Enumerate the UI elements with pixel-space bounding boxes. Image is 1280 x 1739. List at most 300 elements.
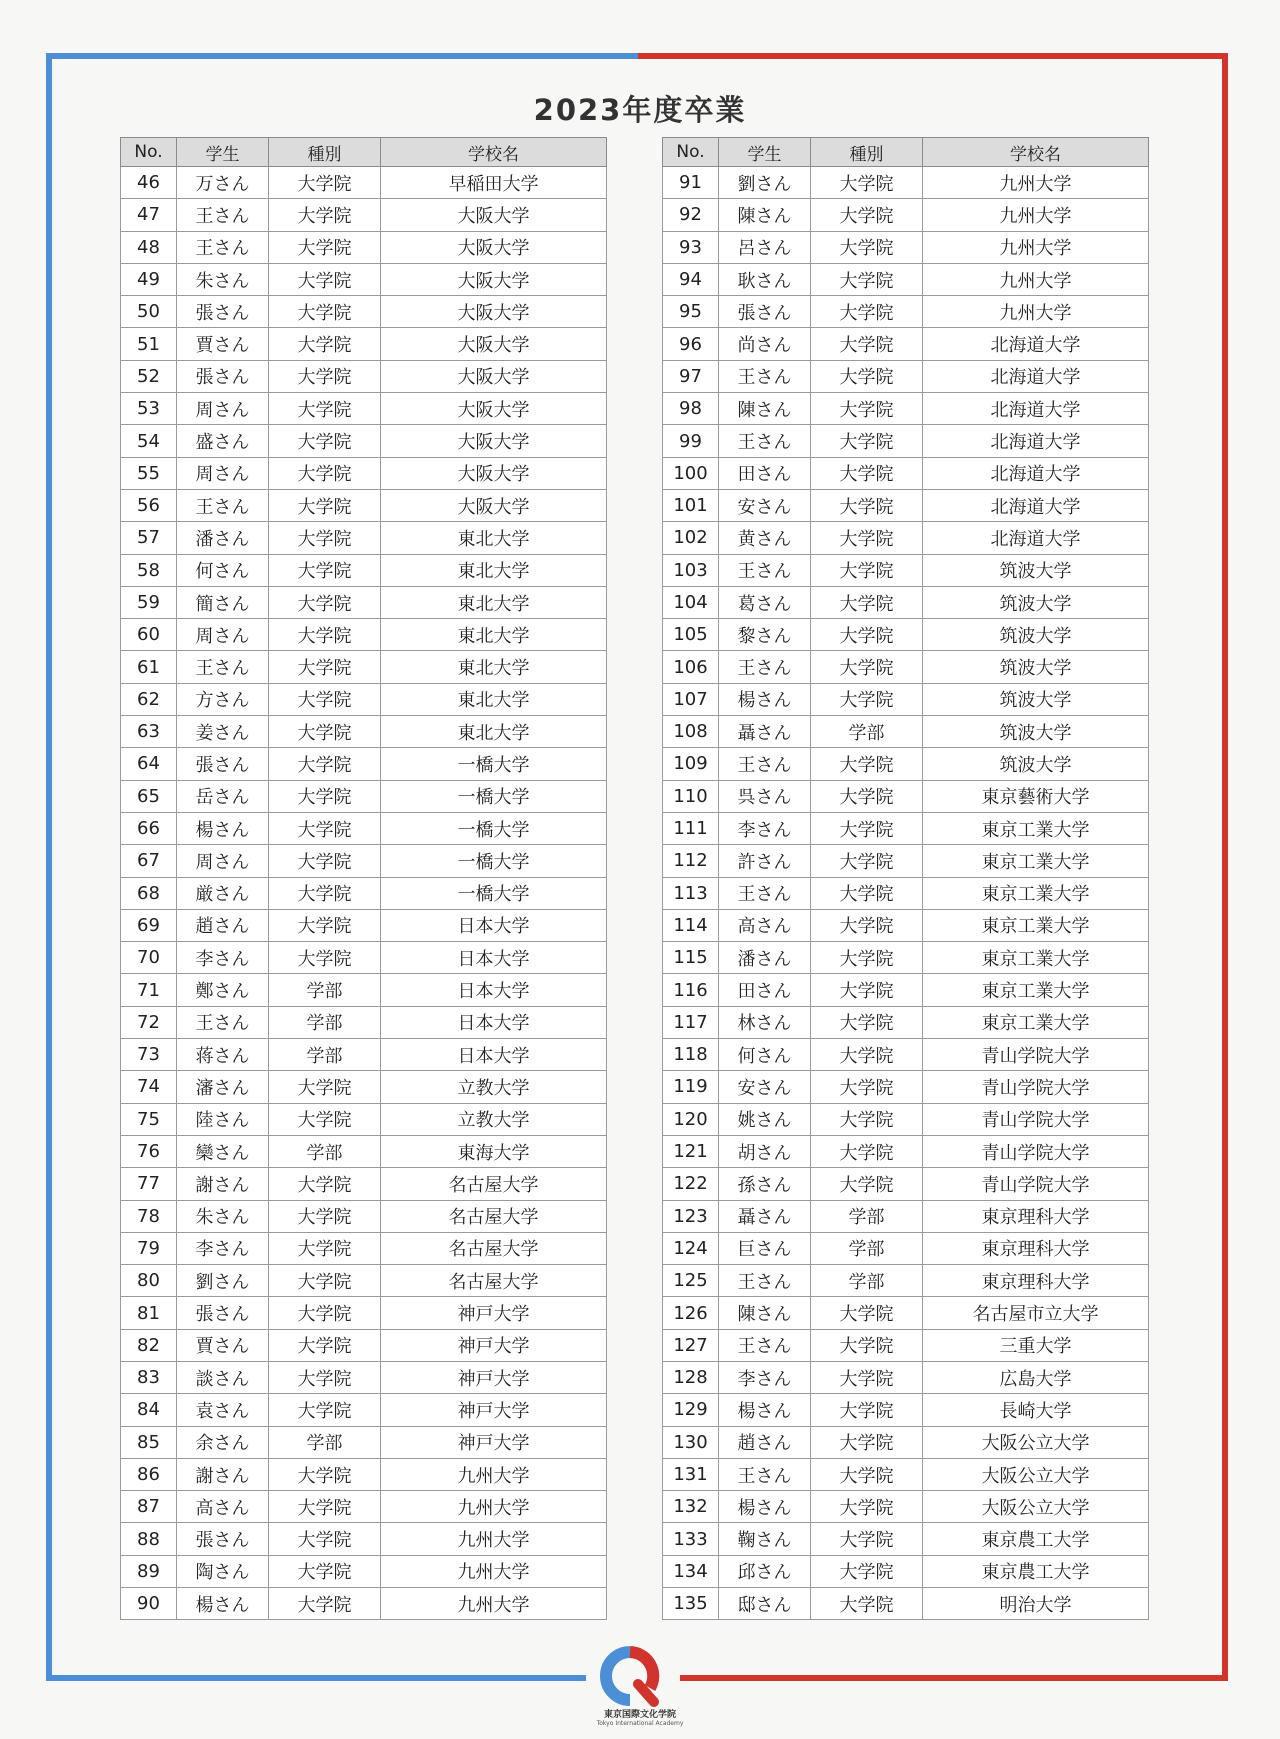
cell-student: 袁さん bbox=[177, 1394, 269, 1426]
table-row bbox=[121, 489, 607, 521]
cell-no: 126 bbox=[663, 1297, 719, 1329]
cell-type: 大学院 bbox=[811, 683, 923, 715]
cell-type: 大学院 bbox=[811, 1588, 923, 1620]
cell-school: 大阪大学 bbox=[381, 393, 607, 425]
cell-type: 大学院 bbox=[811, 199, 923, 231]
header-student: 学生 bbox=[177, 138, 269, 167]
cell-no: 100 bbox=[663, 457, 719, 489]
table-row bbox=[663, 1329, 1149, 1361]
cell-type: 大学院 bbox=[811, 586, 923, 618]
cell-school: 大阪大学 bbox=[381, 296, 607, 328]
cell-school: 筑波大学 bbox=[923, 619, 1149, 651]
cell-type: 大学院 bbox=[269, 1168, 381, 1200]
cell-student: 高さん bbox=[719, 909, 811, 941]
cell-type: 大学院 bbox=[269, 554, 381, 586]
table-row bbox=[121, 909, 607, 941]
cell-no: 115 bbox=[663, 942, 719, 974]
cell-school: 東京理科大学 bbox=[923, 1265, 1149, 1297]
cell-school: 一橋大学 bbox=[381, 780, 607, 812]
cell-type: 大学院 bbox=[811, 1135, 923, 1167]
table-row bbox=[121, 812, 607, 844]
cell-type: 大学院 bbox=[269, 812, 381, 844]
cell-school: 東京理科大学 bbox=[923, 1200, 1149, 1232]
cell-student: 姜さん bbox=[177, 716, 269, 748]
cell-school: 青山学院大学 bbox=[923, 1135, 1149, 1167]
cell-school: 北海道大学 bbox=[923, 489, 1149, 521]
cell-no: 74 bbox=[121, 1071, 177, 1103]
cell-school: 筑波大学 bbox=[923, 586, 1149, 618]
cell-student: 謝さん bbox=[177, 1168, 269, 1200]
cell-type: 大学院 bbox=[269, 1458, 381, 1490]
cell-type: 大学院 bbox=[269, 1491, 381, 1523]
table-row bbox=[121, 263, 607, 295]
cell-type: 大学院 bbox=[811, 1523, 923, 1555]
cell-school: 九州大学 bbox=[381, 1523, 607, 1555]
cell-type: 大学院 bbox=[811, 231, 923, 263]
table-row bbox=[663, 1006, 1149, 1038]
cell-school: 大阪公立大学 bbox=[923, 1426, 1149, 1458]
cell-no: 105 bbox=[663, 619, 719, 651]
cell-student: 陳さん bbox=[719, 1297, 811, 1329]
header-school: 学校名 bbox=[923, 138, 1149, 167]
cell-student: 賈さん bbox=[177, 328, 269, 360]
table-row bbox=[121, 1039, 607, 1071]
cell-type: 大学院 bbox=[269, 1103, 381, 1135]
cell-type: 学部 bbox=[269, 1426, 381, 1458]
cell-school: 神戸大学 bbox=[381, 1426, 607, 1458]
cell-student: 張さん bbox=[177, 1523, 269, 1555]
cell-type: 大学院 bbox=[269, 586, 381, 618]
cell-student: 周さん bbox=[177, 393, 269, 425]
cell-no: 54 bbox=[121, 425, 177, 457]
cell-type: 大学院 bbox=[269, 909, 381, 941]
cell-type: 大学院 bbox=[269, 199, 381, 231]
cell-school: 大阪大学 bbox=[381, 457, 607, 489]
cell-student: 周さん bbox=[177, 619, 269, 651]
cell-school: 日本大学 bbox=[381, 1006, 607, 1038]
cell-student: 呂さん bbox=[719, 231, 811, 263]
cell-no: 123 bbox=[663, 1200, 719, 1232]
cell-student: 賈さん bbox=[177, 1329, 269, 1361]
cell-no: 124 bbox=[663, 1232, 719, 1264]
cell-school: 東北大学 bbox=[381, 522, 607, 554]
cell-student: 鞠さん bbox=[719, 1523, 811, 1555]
cell-no: 73 bbox=[121, 1039, 177, 1071]
cell-type: 大学院 bbox=[811, 522, 923, 554]
cell-type: 大学院 bbox=[269, 877, 381, 909]
table-row bbox=[663, 619, 1149, 651]
table-row bbox=[121, 1588, 607, 1620]
cell-type: 大学院 bbox=[269, 522, 381, 554]
cell-no: 79 bbox=[121, 1232, 177, 1264]
cell-type: 大学院 bbox=[269, 263, 381, 295]
cell-school: 九州大学 bbox=[923, 231, 1149, 263]
cell-no: 53 bbox=[121, 393, 177, 425]
table-row bbox=[121, 1232, 607, 1264]
cell-student: 張さん bbox=[177, 1297, 269, 1329]
cell-school: 大阪大学 bbox=[381, 489, 607, 521]
cell-no: 62 bbox=[121, 683, 177, 715]
cell-type: 大学院 bbox=[269, 457, 381, 489]
cell-student: 王さん bbox=[719, 651, 811, 683]
cell-student: 楊さん bbox=[719, 1491, 811, 1523]
cell-student: 張さん bbox=[719, 296, 811, 328]
header-type: 種別 bbox=[811, 138, 923, 167]
table-row bbox=[121, 651, 607, 683]
table-row bbox=[663, 1071, 1149, 1103]
table-row bbox=[121, 1394, 607, 1426]
table-row bbox=[663, 716, 1149, 748]
cell-type: 大学院 bbox=[811, 296, 923, 328]
cell-school: 東北大学 bbox=[381, 586, 607, 618]
table-row bbox=[663, 942, 1149, 974]
cell-no: 68 bbox=[121, 877, 177, 909]
cell-no: 64 bbox=[121, 748, 177, 780]
graduates-table-left bbox=[120, 137, 607, 1620]
cell-school: 東北大学 bbox=[381, 619, 607, 651]
table-row bbox=[663, 296, 1149, 328]
cell-no: 116 bbox=[663, 974, 719, 1006]
header-type: 種別 bbox=[269, 138, 381, 167]
cell-school: 日本大学 bbox=[381, 909, 607, 941]
cell-no: 99 bbox=[663, 425, 719, 457]
cell-type: 大学院 bbox=[811, 1555, 923, 1587]
cell-school: 九州大学 bbox=[923, 167, 1149, 199]
cell-type: 大学院 bbox=[811, 1006, 923, 1038]
cell-no: 85 bbox=[121, 1426, 177, 1458]
table-row bbox=[121, 554, 607, 586]
cell-no: 67 bbox=[121, 845, 177, 877]
cell-no: 122 bbox=[663, 1168, 719, 1200]
cell-student: 万さん bbox=[177, 167, 269, 199]
cell-type: 大学院 bbox=[811, 942, 923, 974]
table-row bbox=[121, 1297, 607, 1329]
cell-no: 103 bbox=[663, 554, 719, 586]
cell-no: 101 bbox=[663, 489, 719, 521]
table-row bbox=[663, 360, 1149, 392]
cell-type: 大学院 bbox=[269, 1071, 381, 1103]
cell-school: 三重大学 bbox=[923, 1329, 1149, 1361]
cell-type: 学部 bbox=[269, 974, 381, 1006]
cell-no: 114 bbox=[663, 909, 719, 941]
cell-type: 大学院 bbox=[269, 296, 381, 328]
table-row bbox=[121, 1135, 607, 1167]
cell-student: 陸さん bbox=[177, 1103, 269, 1135]
cell-no: 46 bbox=[121, 167, 177, 199]
table-row bbox=[121, 942, 607, 974]
header-student: 学生 bbox=[719, 138, 811, 167]
cell-no: 70 bbox=[121, 942, 177, 974]
cell-school: 北海道大学 bbox=[923, 328, 1149, 360]
cell-school: 青山学院大学 bbox=[923, 1168, 1149, 1200]
table-row bbox=[663, 231, 1149, 263]
cell-school: 東京工業大学 bbox=[923, 974, 1149, 1006]
cell-student: 周さん bbox=[177, 845, 269, 877]
cell-school: 名古屋大学 bbox=[381, 1168, 607, 1200]
academy-logo-icon bbox=[592, 1640, 668, 1716]
cell-student: 蒋さん bbox=[177, 1039, 269, 1071]
cell-type: 大学院 bbox=[811, 780, 923, 812]
cell-student: 楊さん bbox=[177, 1588, 269, 1620]
cell-type: 大学院 bbox=[269, 1232, 381, 1264]
cell-student: 巨さん bbox=[719, 1232, 811, 1264]
table-row bbox=[663, 489, 1149, 521]
table-row bbox=[121, 1361, 607, 1393]
cell-no: 134 bbox=[663, 1555, 719, 1587]
cell-student: 高さん bbox=[177, 1491, 269, 1523]
cell-type: 大学院 bbox=[269, 780, 381, 812]
cell-no: 49 bbox=[121, 263, 177, 295]
cell-type: 大学院 bbox=[269, 1200, 381, 1232]
cell-type: 大学院 bbox=[269, 231, 381, 263]
cell-student: 朱さん bbox=[177, 1200, 269, 1232]
cell-school: 筑波大学 bbox=[923, 716, 1149, 748]
cell-student: 劉さん bbox=[719, 167, 811, 199]
cell-no: 109 bbox=[663, 748, 719, 780]
cell-school: 神戸大学 bbox=[381, 1361, 607, 1393]
table-row bbox=[663, 1426, 1149, 1458]
table-row bbox=[121, 1265, 607, 1297]
cell-no: 91 bbox=[663, 167, 719, 199]
cell-student: 王さん bbox=[177, 651, 269, 683]
cell-student: 盛さん bbox=[177, 425, 269, 457]
cell-school: 筑波大学 bbox=[923, 651, 1149, 683]
table-row bbox=[121, 1555, 607, 1587]
table-row bbox=[121, 1426, 607, 1458]
cell-no: 98 bbox=[663, 393, 719, 425]
cell-school: 日本大学 bbox=[381, 974, 607, 1006]
cell-student: 王さん bbox=[719, 1265, 811, 1297]
cell-school: 東京工業大学 bbox=[923, 845, 1149, 877]
table-row bbox=[121, 167, 607, 199]
header-no: No. bbox=[663, 138, 719, 167]
cell-no: 52 bbox=[121, 360, 177, 392]
table-row bbox=[121, 1458, 607, 1490]
cell-no: 93 bbox=[663, 231, 719, 263]
cell-student: 孫さん bbox=[719, 1168, 811, 1200]
cell-type: 大学院 bbox=[811, 554, 923, 586]
table-row bbox=[121, 199, 607, 231]
cell-student: 許さん bbox=[719, 845, 811, 877]
cell-school: 九州大学 bbox=[381, 1491, 607, 1523]
cell-no: 78 bbox=[121, 1200, 177, 1232]
cell-school: 名古屋大学 bbox=[381, 1200, 607, 1232]
table-row bbox=[121, 1329, 607, 1361]
table-row bbox=[121, 1491, 607, 1523]
cell-type: 大学院 bbox=[811, 974, 923, 1006]
cell-school: 九州大学 bbox=[381, 1458, 607, 1490]
cell-type: 学部 bbox=[811, 1200, 923, 1232]
cell-no: 71 bbox=[121, 974, 177, 1006]
table-header-row bbox=[121, 138, 607, 167]
cell-student: 王さん bbox=[177, 1006, 269, 1038]
frame-right-red bbox=[1222, 53, 1228, 1681]
cell-type: 大学院 bbox=[269, 716, 381, 748]
cell-type: 大学院 bbox=[811, 748, 923, 780]
cell-student: 陳さん bbox=[719, 199, 811, 231]
cell-school: 九州大学 bbox=[923, 296, 1149, 328]
cell-no: 57 bbox=[121, 522, 177, 554]
cell-student: 朱さん bbox=[177, 263, 269, 295]
cell-no: 87 bbox=[121, 1491, 177, 1523]
cell-no: 90 bbox=[121, 1588, 177, 1620]
cell-no: 48 bbox=[121, 231, 177, 263]
cell-school: 大阪大学 bbox=[381, 231, 607, 263]
cell-type: 大学院 bbox=[269, 942, 381, 974]
cell-school: 広島大学 bbox=[923, 1361, 1149, 1393]
cell-student: 陶さん bbox=[177, 1555, 269, 1587]
cell-school: 青山学院大学 bbox=[923, 1103, 1149, 1135]
cell-type: 大学院 bbox=[811, 1491, 923, 1523]
cell-type: 大学院 bbox=[269, 489, 381, 521]
table-row bbox=[663, 199, 1149, 231]
cell-student: 葛さん bbox=[719, 586, 811, 618]
cell-school: 東京工業大学 bbox=[923, 909, 1149, 941]
cell-no: 112 bbox=[663, 845, 719, 877]
cell-no: 120 bbox=[663, 1103, 719, 1135]
cell-student: 何さん bbox=[177, 554, 269, 586]
cell-no: 75 bbox=[121, 1103, 177, 1135]
cell-school: 名古屋大学 bbox=[381, 1232, 607, 1264]
table-row bbox=[121, 360, 607, 392]
cell-student: 楊さん bbox=[719, 683, 811, 715]
cell-school: 大阪公立大学 bbox=[923, 1491, 1149, 1523]
cell-no: 58 bbox=[121, 554, 177, 586]
table-row bbox=[663, 1491, 1149, 1523]
cell-school: 日本大学 bbox=[381, 1039, 607, 1071]
table-row bbox=[663, 909, 1149, 941]
cell-school: 東京工業大学 bbox=[923, 942, 1149, 974]
cell-no: 104 bbox=[663, 586, 719, 618]
cell-student: 鄭さん bbox=[177, 974, 269, 1006]
cell-student: 李さん bbox=[719, 1361, 811, 1393]
cell-type: 大学院 bbox=[269, 1329, 381, 1361]
cell-school: 筑波大学 bbox=[923, 554, 1149, 586]
cell-no: 47 bbox=[121, 199, 177, 231]
cell-school: 名古屋市立大学 bbox=[923, 1297, 1149, 1329]
table-row bbox=[121, 748, 607, 780]
cell-type: 大学院 bbox=[811, 1071, 923, 1103]
cell-student: 李さん bbox=[719, 812, 811, 844]
cell-type: 大学院 bbox=[269, 1555, 381, 1587]
cell-no: 84 bbox=[121, 1394, 177, 1426]
cell-type: 大学院 bbox=[269, 748, 381, 780]
table-row bbox=[663, 1168, 1149, 1200]
cell-school: 東京農工大学 bbox=[923, 1523, 1149, 1555]
table-row bbox=[663, 425, 1149, 457]
cell-no: 131 bbox=[663, 1458, 719, 1490]
logo-subtitle: Tokyo International Academy bbox=[596, 1720, 684, 1727]
table-row bbox=[121, 683, 607, 715]
cell-type: 大学院 bbox=[269, 1265, 381, 1297]
cell-type: 学部 bbox=[269, 1135, 381, 1167]
cell-student: 邸さん bbox=[719, 1588, 811, 1620]
table-row bbox=[663, 1200, 1149, 1232]
cell-type: 学部 bbox=[811, 1232, 923, 1264]
cell-student: 黄さん bbox=[719, 522, 811, 554]
cell-type: 大学院 bbox=[811, 877, 923, 909]
cell-type: 大学院 bbox=[269, 425, 381, 457]
table-row bbox=[121, 1168, 607, 1200]
cell-type: 大学院 bbox=[269, 1361, 381, 1393]
cell-student: 岳さん bbox=[177, 780, 269, 812]
cell-student: 趙さん bbox=[719, 1426, 811, 1458]
cell-no: 59 bbox=[121, 586, 177, 618]
table-row bbox=[121, 619, 607, 651]
cell-no: 76 bbox=[121, 1135, 177, 1167]
table-row bbox=[663, 1135, 1149, 1167]
cell-type: 学部 bbox=[811, 716, 923, 748]
cell-school: 大阪公立大学 bbox=[923, 1458, 1149, 1490]
cell-no: 133 bbox=[663, 1523, 719, 1555]
cell-type: 大学院 bbox=[811, 1329, 923, 1361]
cell-student: 聶さん bbox=[719, 1200, 811, 1232]
cell-student: 姚さん bbox=[719, 1103, 811, 1135]
table-row bbox=[663, 522, 1149, 554]
cell-no: 60 bbox=[121, 619, 177, 651]
cell-type: 大学院 bbox=[811, 1039, 923, 1071]
table-row bbox=[663, 974, 1149, 1006]
cell-student: 陳さん bbox=[719, 393, 811, 425]
table-row bbox=[121, 1103, 607, 1135]
table-row bbox=[663, 683, 1149, 715]
cell-type: 大学院 bbox=[811, 1168, 923, 1200]
cell-no: 128 bbox=[663, 1361, 719, 1393]
table-row bbox=[663, 748, 1149, 780]
cell-student: 王さん bbox=[719, 1458, 811, 1490]
cell-no: 130 bbox=[663, 1426, 719, 1458]
cell-no: 129 bbox=[663, 1394, 719, 1426]
cell-no: 96 bbox=[663, 328, 719, 360]
cell-student: 楊さん bbox=[719, 1394, 811, 1426]
cell-type: 大学院 bbox=[269, 683, 381, 715]
cell-type: 学部 bbox=[269, 1039, 381, 1071]
cell-school: 北海道大学 bbox=[923, 425, 1149, 457]
cell-type: 大学院 bbox=[811, 328, 923, 360]
cell-student: 方さん bbox=[177, 683, 269, 715]
cell-no: 83 bbox=[121, 1361, 177, 1393]
cell-no: 88 bbox=[121, 1523, 177, 1555]
cell-no: 72 bbox=[121, 1006, 177, 1038]
graduates-table-right bbox=[662, 137, 1149, 1620]
cell-school: 名古屋大学 bbox=[381, 1265, 607, 1297]
cell-no: 125 bbox=[663, 1265, 719, 1297]
table-row bbox=[663, 780, 1149, 812]
cell-no: 110 bbox=[663, 780, 719, 812]
cell-school: 九州大学 bbox=[381, 1588, 607, 1620]
cell-type: 大学院 bbox=[811, 812, 923, 844]
cell-student: 黎さん bbox=[719, 619, 811, 651]
cell-type: 大学院 bbox=[269, 845, 381, 877]
table-header-row bbox=[663, 138, 1149, 167]
cell-type: 大学院 bbox=[269, 651, 381, 683]
cell-school: 東京農工大学 bbox=[923, 1555, 1149, 1587]
table-row bbox=[121, 586, 607, 618]
cell-type: 大学院 bbox=[269, 328, 381, 360]
cell-type: 大学院 bbox=[269, 1588, 381, 1620]
frame-top-blue bbox=[50, 53, 638, 59]
cell-school: 東京藝術大学 bbox=[923, 780, 1149, 812]
frame-bottom-red bbox=[680, 1675, 1228, 1681]
cell-student: 田さん bbox=[719, 457, 811, 489]
cell-no: 108 bbox=[663, 716, 719, 748]
cell-school: 九州大学 bbox=[923, 199, 1149, 231]
cell-student: 潘さん bbox=[719, 942, 811, 974]
cell-student: 趙さん bbox=[177, 909, 269, 941]
cell-no: 61 bbox=[121, 651, 177, 683]
cell-type: 大学院 bbox=[811, 619, 923, 651]
cell-student: 林さん bbox=[719, 1006, 811, 1038]
